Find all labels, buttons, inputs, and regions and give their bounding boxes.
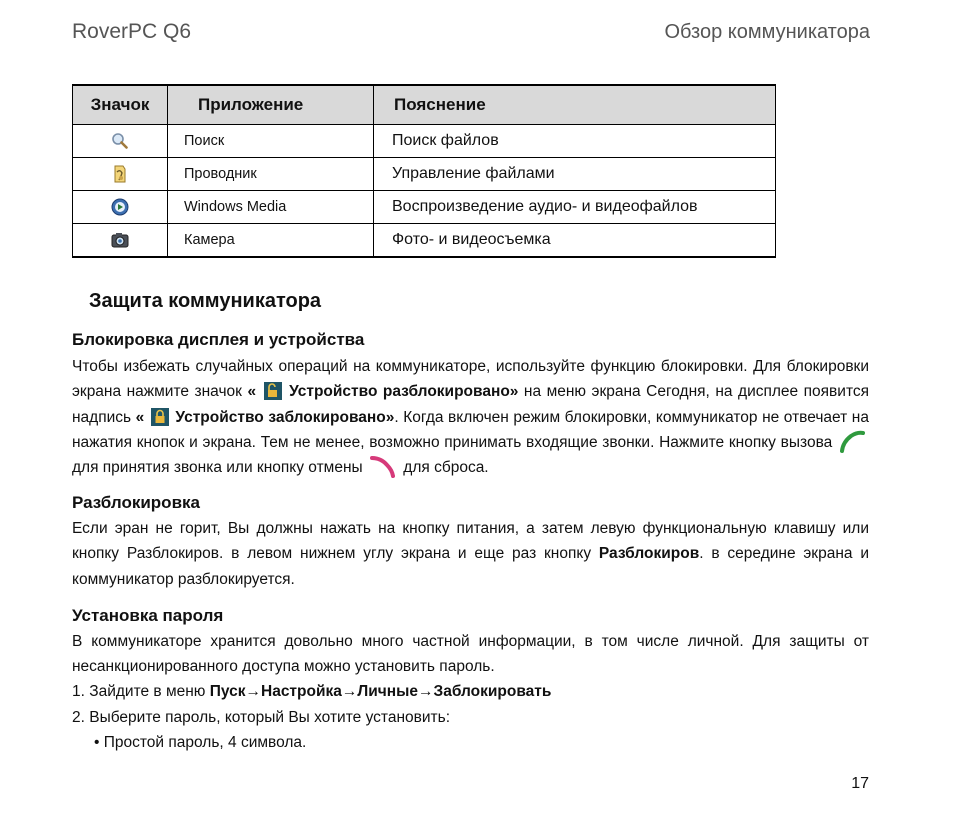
password-step-1 xyxy=(72,683,551,701)
col-header-icon: Значок xyxy=(73,85,168,125)
lock-text-1: Чтобы избежать случайных операций на коммуникаторе, используйте функцию блокировки. Для блокировки экрана нажмите значок xyxy=(72,358,869,401)
table-row xyxy=(73,224,776,258)
table-cell-desc: Фото- и видеосъемка xyxy=(374,224,776,258)
locked-icon xyxy=(151,408,169,426)
lock-text-2: на меню экрана Сегодня, на дисплее появится надпись xyxy=(72,383,870,426)
step1-menu-path: Пуск→Настройка→Личные→Заблокировать xyxy=(209,683,552,700)
lock-subtitle: Блокировка дисплея и устройства xyxy=(72,330,365,349)
table-cell-app: Камера xyxy=(168,224,374,258)
table-header-row xyxy=(73,85,776,125)
explorer-icon xyxy=(110,164,130,184)
table-cell-icon xyxy=(73,125,168,158)
password-step-2: 2. Выберите пароль, который Вы хотите установить: xyxy=(72,709,450,726)
unlock-text-1: Если эран не горит, Вы должны нажать на кнопку питания, а затем левую функциональную клавишу или кнопку Разблокиров. в левом нижнем углу экрана и еще раз кнопку xyxy=(72,520,869,563)
table-cell-app: Windows Media xyxy=(168,191,374,224)
lock-quote-text-2: Устройство заблокировано» xyxy=(175,408,395,426)
lock-quote-open-2: « xyxy=(135,408,145,426)
applications-table xyxy=(72,84,776,258)
header-product: RoverPC Q6 xyxy=(72,20,192,43)
col-header-app: Приложение xyxy=(168,85,374,125)
table-row xyxy=(73,125,776,158)
col-header-desc: Пояснение xyxy=(374,85,776,125)
lock-text-3: . Когда включен режим блокировки, коммуникатор не отвечает на нажатия кнопок и экрана. Тем не менее, возможно принимать входящие звонки. Нажмите кнопку вызова xyxy=(72,408,869,451)
password-bullet-1: • Простой пароль, 4 символа. xyxy=(94,734,307,751)
lock-text-5: для сброса. xyxy=(403,459,489,477)
password-intro-text: В коммуникаторе хранится довольно много частной информации, в том числе личной. Для защиты от несанкционированного доступа можно установить пароль. xyxy=(72,633,869,676)
step1-prefix: 1. Зайдите в меню xyxy=(72,683,206,700)
table-cell-app: Поиск xyxy=(168,125,374,158)
table-row xyxy=(73,158,776,191)
lock-text-4: для принятия звонка или кнопку отмены xyxy=(72,459,363,477)
unlock-bold: Разблокиров xyxy=(598,545,700,563)
page-number: 17 xyxy=(851,775,869,792)
table-cell-desc: Воспроизведение аудио- и видеофайлов xyxy=(374,191,776,224)
lock-paragraph xyxy=(72,354,869,480)
unlock-text-2: . в середине экрана и коммуникатор разблокируется. xyxy=(72,545,869,588)
windows-media-icon xyxy=(110,197,130,217)
table-cell-app: Проводник xyxy=(168,158,374,191)
unlock-subtitle: Разблокировка xyxy=(72,493,200,512)
call-button-icon xyxy=(839,430,867,454)
end-call-button-icon xyxy=(369,455,397,479)
table-cell-icon xyxy=(73,224,168,258)
password-subtitle: Установка пароля xyxy=(72,606,224,625)
unlocked-icon xyxy=(264,382,282,400)
lock-quote-open-1: « xyxy=(247,383,257,401)
unlock-paragraph xyxy=(72,516,869,592)
password-intro xyxy=(72,629,869,680)
table-row xyxy=(73,191,776,224)
camera-icon xyxy=(110,230,130,250)
table-cell-icon xyxy=(73,191,168,224)
section-title: Защита коммуникатора xyxy=(89,290,322,312)
search-icon xyxy=(110,131,130,151)
table-cell-desc: Управление файлами xyxy=(374,158,776,191)
lock-quote-text-1: Устройство разблокировано» xyxy=(289,383,519,401)
table-cell-desc: Поиск файлов xyxy=(374,125,776,158)
header-section: Обзор коммуникатора xyxy=(664,21,870,43)
table-cell-icon xyxy=(73,158,168,191)
